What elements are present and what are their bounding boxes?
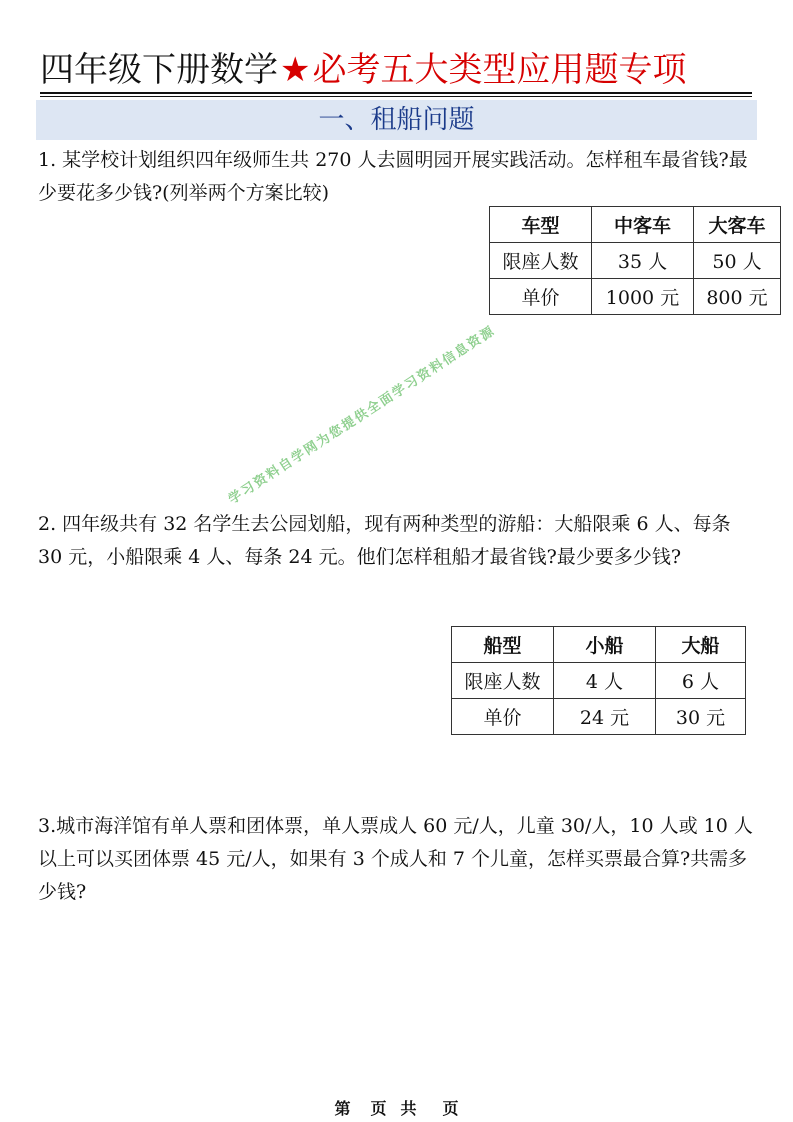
section-heading: 一、租船问题 <box>36 100 757 140</box>
table-cell: 50 人 <box>694 243 781 279</box>
table-header-cell: 船型 <box>452 627 554 663</box>
table-header-cell: 大客车 <box>694 207 781 243</box>
footer-text: 共 <box>400 1099 417 1118</box>
table-header-row <box>452 627 746 663</box>
footer-text: 页 <box>370 1099 387 1118</box>
table-cell: 单价 <box>490 279 592 315</box>
table-row <box>490 243 781 279</box>
table-header-cell: 中客车 <box>592 207 694 243</box>
table-header-cell: 小船 <box>554 627 656 663</box>
table-cell: 1000 元 <box>592 279 694 315</box>
table-header-cell: 大船 <box>656 627 746 663</box>
page-title <box>40 46 752 94</box>
footer-text: 页 <box>442 1099 459 1118</box>
table-row <box>452 699 746 735</box>
table-cell: 单价 <box>452 699 554 735</box>
page-footer <box>0 1096 793 1119</box>
table-header-row <box>490 207 781 243</box>
title-underline-thick <box>40 92 752 94</box>
vehicle-price-table <box>489 206 781 315</box>
watermark-text: 学习资料自学网为您提供全面学习资料信息资源 <box>226 323 499 508</box>
title-main: 四年级下册数学 <box>40 50 278 90</box>
table-header-cell: 车型 <box>490 207 592 243</box>
question-2: 2. 四年级共有 32 名学生去公园划船，现有两种类型的游船：大船限乘 6 人、每条 30 元，小船限乘 4 人、每条 24 元。他们怎样租船才最省钱?最少要多少钱? <box>38 513 731 568</box>
table-row <box>452 663 746 699</box>
title-underline-thin <box>40 96 752 97</box>
table-cell: 24 元 <box>554 699 656 735</box>
table-cell: 限座人数 <box>490 243 592 279</box>
star-icon: ★ <box>280 50 311 90</box>
table-cell: 800 元 <box>694 279 781 315</box>
table-cell: 30 元 <box>656 699 746 735</box>
footer-text: 第 <box>334 1099 351 1118</box>
table-cell: 限座人数 <box>452 663 554 699</box>
table-cell: 35 人 <box>592 243 694 279</box>
table-cell: 6 人 <box>656 663 746 699</box>
question-3: 3.城市海洋馆有单人票和团体票，单人票成人 60 元/人，儿童 30/人，10 人或 10 人以上可以买团体票 45 元/人，如果有 3 个成人和 7 个儿童，怎样买票最合算?共需多少钱? <box>38 815 753 903</box>
question-1: 1. 某学校计划组织四年级师生共 270 人去圆明园开展实践活动。怎样租车最省钱?最少要花多少钱?(列举两个方案比较) <box>38 149 748 204</box>
title-highlight: 必考五大类型应用题专项 <box>312 50 687 90</box>
boat-price-table <box>451 626 746 735</box>
table-cell: 4 人 <box>554 663 656 699</box>
